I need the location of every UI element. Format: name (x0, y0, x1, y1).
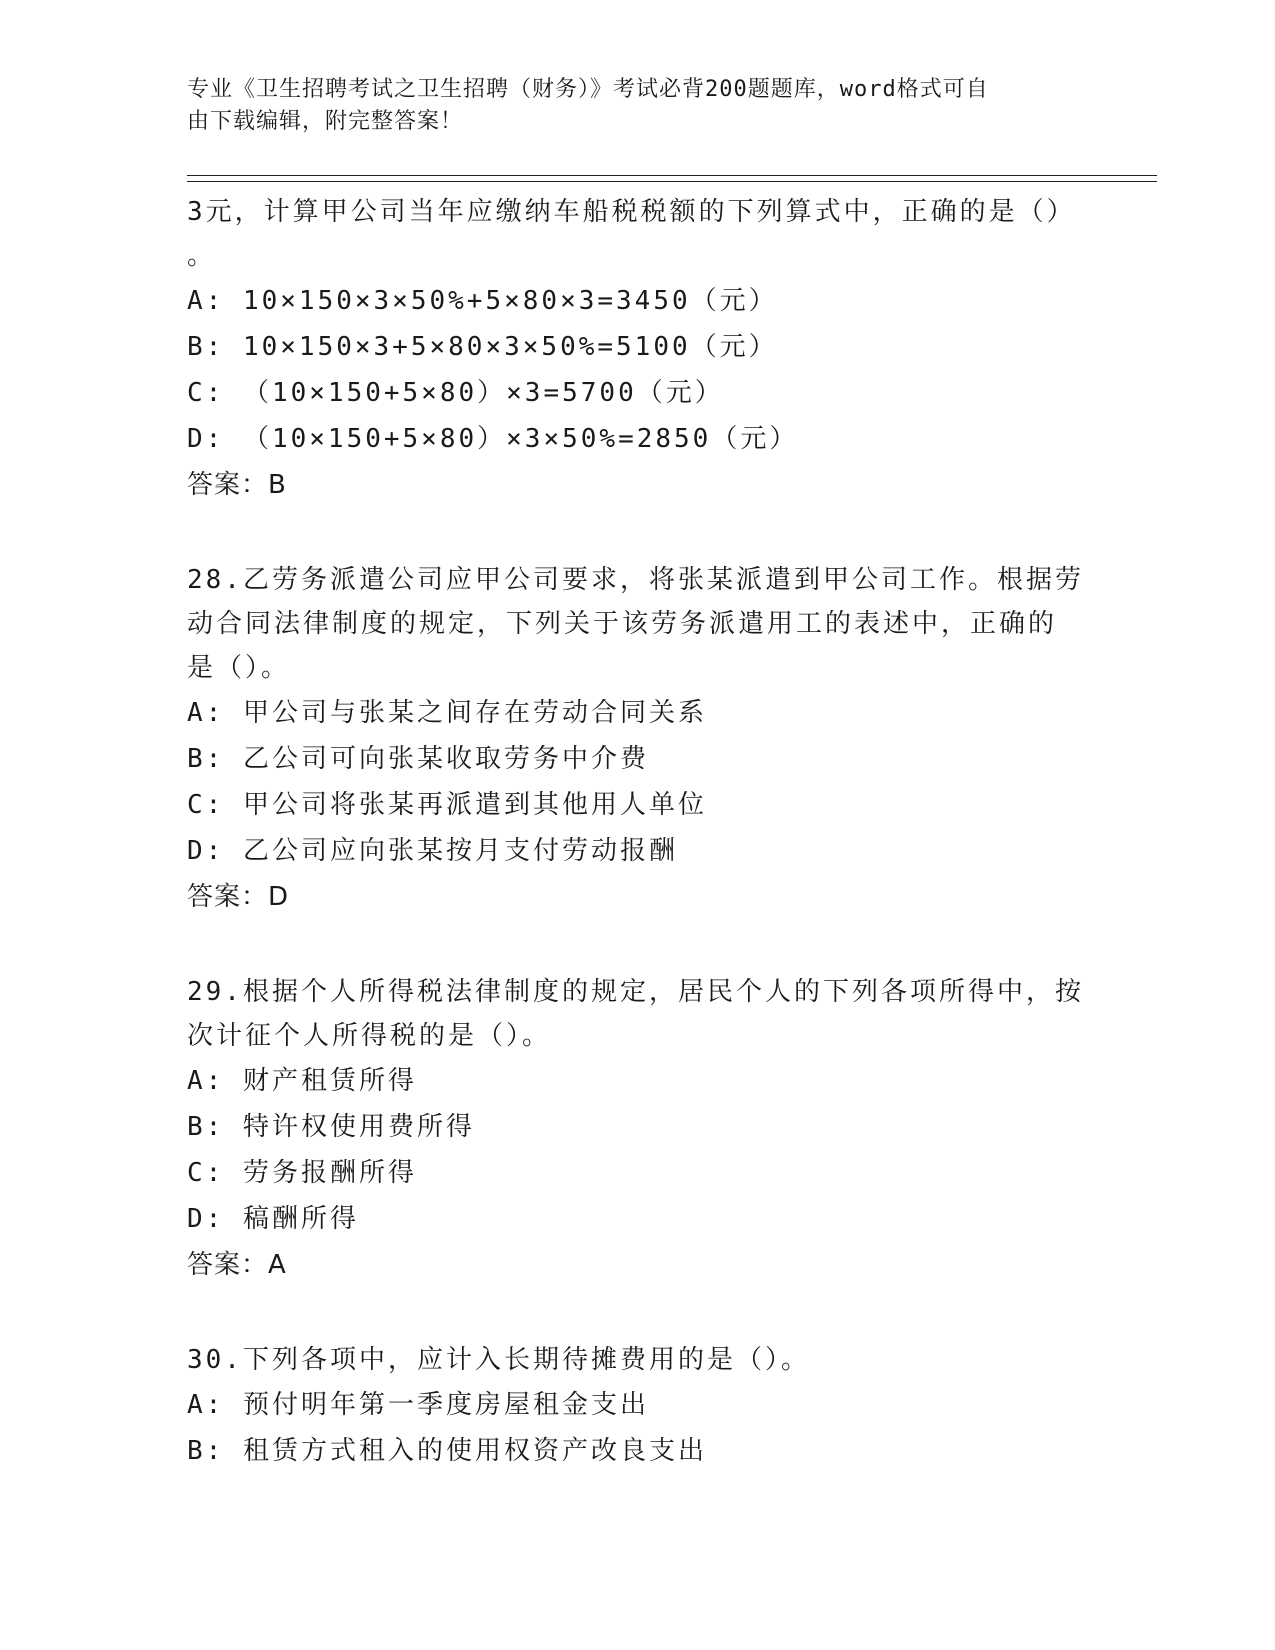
header-line-1: 专业《卫生招聘考试之卫生招聘（财务）》考试必背200题题库，word格式可自 (187, 77, 989, 102)
option-b: B: 租赁方式租入的使用权资产改良支出 (187, 1436, 707, 1466)
question-stem: 动合同法律制度的规定，下列关于该劳务派遣用工的表述中，正确的 (187, 609, 1058, 639)
option-b: B: 乙公司可向张某收取劳务中介费 (187, 744, 649, 774)
option-c: C: （10×150+5×80）×3=5700（元） (187, 378, 724, 408)
question-stem: 3元，计算甲公司当年应缴纳车船税税额的下列算式中，正确的是（） (187, 197, 1076, 227)
spacer (187, 508, 1087, 558)
answer-line: 答案：B (187, 470, 287, 500)
question-stem: 29.根据个人所得税法律制度的规定，居民个人的下列各项所得中，按 (187, 977, 1084, 1007)
answer-line: 答案：A (187, 1250, 287, 1280)
page-header (187, 74, 1067, 138)
option-a: A: 财产租赁所得 (187, 1066, 417, 1096)
header-divider-bottom (187, 181, 1157, 182)
option-b: B: 特许权使用费所得 (187, 1112, 475, 1142)
spacer (187, 920, 1087, 970)
question-28 (187, 558, 1087, 920)
header-divider-top (187, 175, 1157, 176)
document-body (187, 190, 1087, 1474)
answer-line: 答案：D (187, 882, 290, 912)
option-c: C: 甲公司将张某再派遣到其他用人单位 (187, 790, 707, 820)
question-stem: 28.乙劳务派遣公司应甲公司要求，将张某派遣到甲公司工作。根据劳 (187, 565, 1084, 595)
option-a: A: 10×150×3×50%+5×80×3=3450（元） (187, 286, 778, 316)
question-27 (187, 190, 1087, 508)
option-a: A: 预付明年第一季度房屋租金支出 (187, 1390, 649, 1420)
option-b: B: 10×150×3+5×80×3×50%=5100（元） (187, 332, 778, 362)
option-a: A: 甲公司与张某之间存在劳动合同关系 (187, 698, 707, 728)
question-stem: 30.下列各项中，应计入长期待摊费用的是（）。 (187, 1345, 810, 1375)
option-d: D: 稿酬所得 (187, 1204, 359, 1234)
option-d: D: 乙公司应向张某按月支付劳动报酬 (187, 836, 678, 866)
header-line-2: 由下载编辑，附完整答案！ (187, 109, 464, 134)
question-30 (187, 1338, 1087, 1474)
spacer (187, 1288, 1087, 1338)
question-stem: 是（）。 (187, 653, 291, 683)
option-d: D: （10×150+5×80）×3×50%=2850（元） (187, 424, 799, 454)
question-stem: 次计征个人所得税的是（）。 (187, 1021, 552, 1051)
question-stem: 。 (187, 241, 217, 271)
question-29 (187, 970, 1087, 1288)
option-c: C: 劳务报酬所得 (187, 1158, 417, 1188)
